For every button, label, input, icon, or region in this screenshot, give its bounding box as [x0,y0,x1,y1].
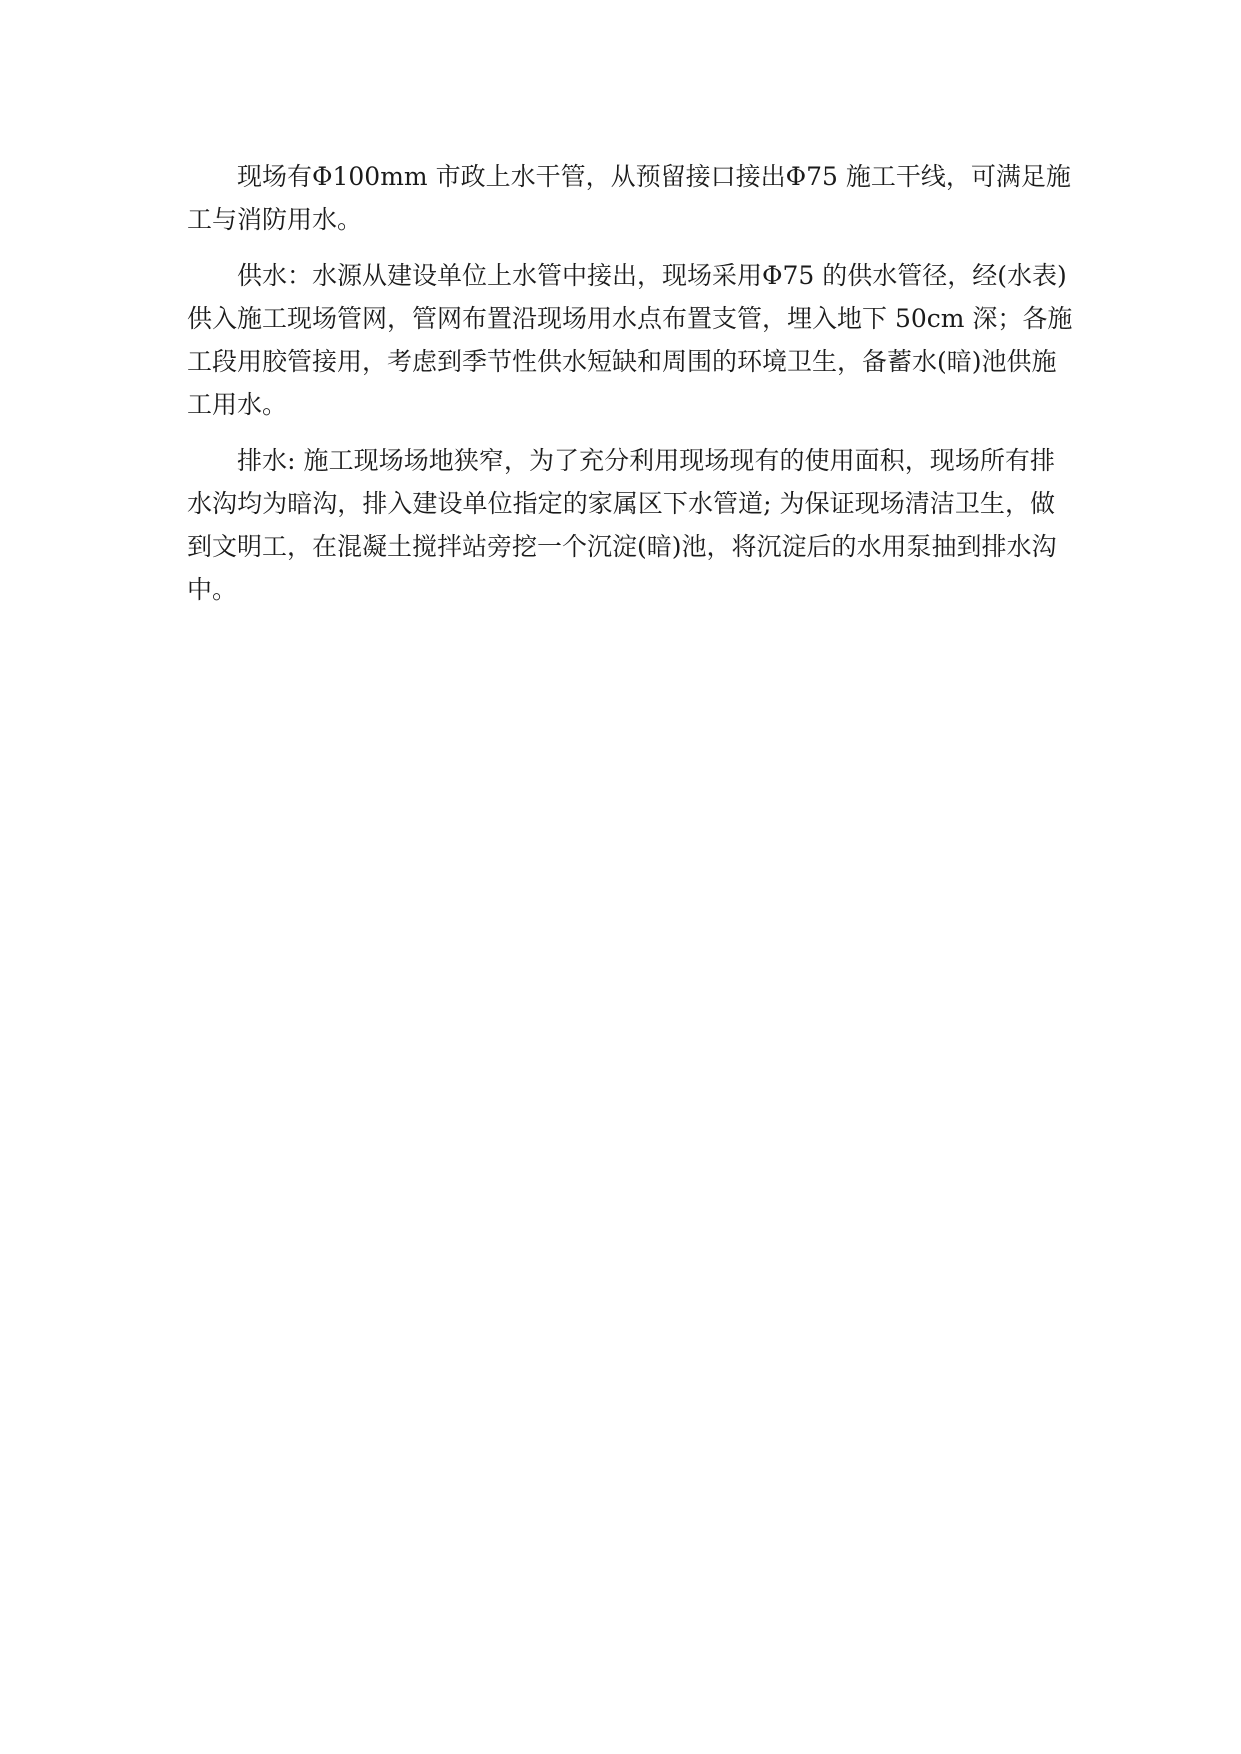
paragraph-line: 现场有Φ100mm 市政上水干管，从预留接口接出Φ75 施工干线，可满足施 [237,162,1071,191]
paragraph-water-supply [187,254,1073,426]
paragraph-line: 供水：水源从建设单位上水管中接出，现场采用Φ75 的供水管径，经(水表) [237,261,1067,290]
paragraph-spacing [187,426,1055,439]
paragraph-spacing [187,241,1055,254]
paragraph-line: 水沟均为暗沟，排入建设单位指定的家属区下水管道; 为保证现场清洁卫生，做 [187,489,1055,518]
paragraph-line: 中。 [187,575,238,604]
paragraph-water-source [187,155,1071,241]
paragraph-line: 排水: 施工现场场地狭窄，为了充分利用现场现有的使用面积，现场所有排 [237,446,1055,475]
paragraph-line: 工用水。 [187,390,288,419]
document-body [187,155,1073,611]
paragraph-line: 供入施工现场管网，管网布置沿现场用水点布置支管，埋入地下 50cm 深；各施 [187,304,1073,333]
paragraph-drainage [187,439,1055,611]
paragraph-line: 工与消防用水。 [187,205,363,234]
paragraph-line: 到文明工，在混凝土搅拌站旁挖一个沉淀(暗)池，将沉淀后的水用泵抽到排水沟 [187,532,1057,561]
paragraph-line: 工段用胶管接用，考虑到季节性供水短缺和周围的环境卫生，备蓄水(暗)池供施 [187,347,1057,376]
